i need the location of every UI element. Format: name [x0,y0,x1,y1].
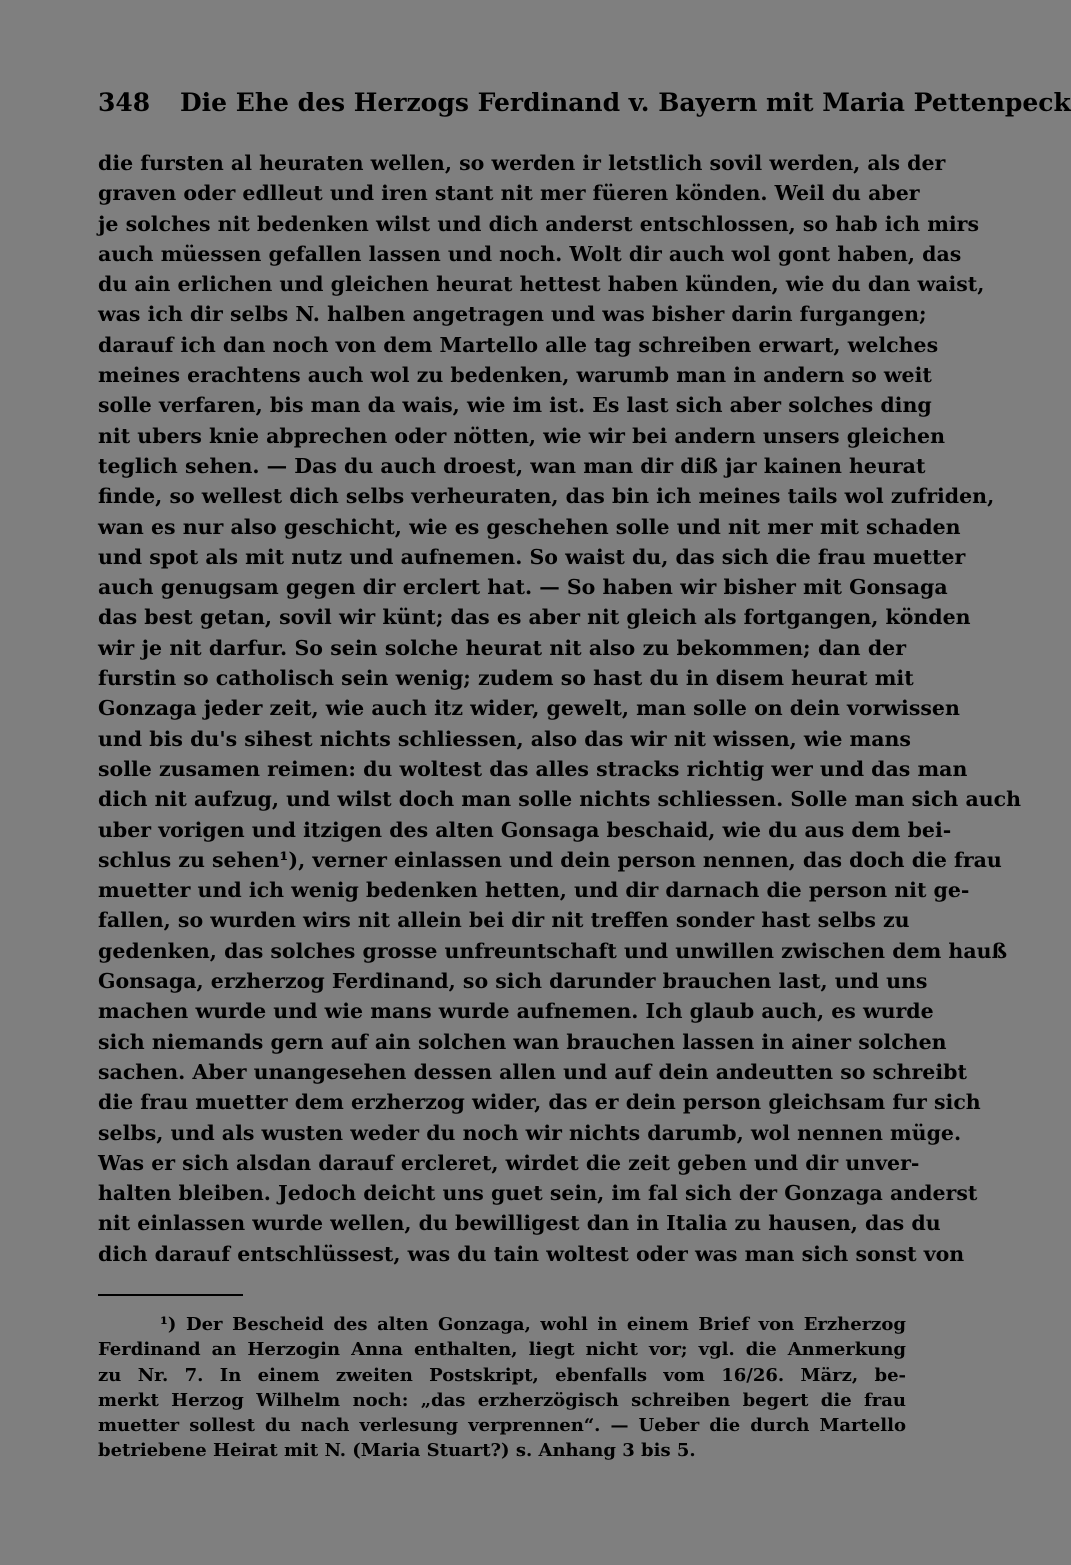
body-line: auch genugsam gegen dir erclert hat. — So haben wir bisher mit Gonsaga [98,575,948,600]
body-line: du ain erlichen und gleichen heurat hettest haben künden, wie du dan waist, [98,272,985,297]
body-line: Gonzaga jeder zeit, wie auch itz wider, gewelt, man solle on dein vorwissen [98,696,960,721]
body-line: graven oder edlleut und iren stant nit mer füeren könden. Weil du aber [98,181,920,206]
body-line: und bis du's sihest nichts schliessen, also das wir nit wissen, wie mans [98,726,911,751]
running-title: Die Ehe des Herzogs Ferdinand v. Bayern mit Maria Pettenpeck [180,88,1071,117]
body-line: teglich sehen. — Das du auch droest, wan man dir diß jar kainen heurat [98,453,926,478]
body-line: darauf ich dan noch von dem Martello alle tag schreiben erwart, welches [98,332,939,357]
body-line: schlus zu sehen¹), verner einlassen und dein person nennen, das doch die frau [98,847,1002,872]
footnote [98,1312,906,1472]
body-line: uber vorigen und itzigen des alten Gonsaga beschaid, wie du aus dem bei- [98,817,952,842]
body-line: solle verfaren, bis man da wais, wie im ist. Es last sich aber solches ding [98,393,932,418]
body-line: sachen. Aber unangesehen dessen allen und auf dein andeutten so schreibt [98,1059,967,1084]
body-line: Gonsaga, erzherzog Ferdinand, so sich darunder brauchen last, und uns [98,969,928,994]
body-line: selbs, und als wusten weder du noch wir nichts darumb, wol nennen müge. [98,1120,962,1145]
body-line: wan es nur also geschicht, wie es geschehen solle und nit mer mit schaden [98,514,961,539]
body-line: gedenken, das solches grosse unfreuntschaft und unwillen zwischen dem hauß [98,938,1008,963]
footnote-line: Ferdinand an Herzogin Anna enthalten, liegt nicht vor; vgl. die Anmerkung [98,1339,906,1361]
body-line: halten bleiben. Jedoch deicht uns guet sein, im fal sich der Gonzaga anderst [98,1181,978,1206]
page-header [98,88,1071,124]
body-line: machen wurde und wie mans wurde aufnemen. Ich glaub auch, es wurde [98,999,934,1024]
body-line: sich niemands gern auf ain solchen wan brauchen lassen in ainer solchen [98,1029,947,1054]
body-line: das best getan, sovil wir künt; das es aber nit gleich als fortgangen, könden [98,605,971,630]
footnote-line: ¹) Der Bescheid des alten Gonzaga, wohl in einem Brief von Erzherzog [160,1314,906,1335]
body-line: Was er sich alsdan darauf ercleret, wirdet die zeit geben und dir unver- [98,1150,920,1175]
footnote-line: betriebene Heirat mit N. (Maria Stuart?) s. Anhang 3 bis 5. [98,1440,696,1462]
body-line: je solches nit bedenken wilst und dich anderst entschlossen, so hab ich mirs [98,211,980,236]
footnote-separator [98,1294,243,1296]
body-line: was ich dir selbs N. halben angetragen und was bisher darin furgangen; [98,302,927,327]
body-line: die fursten al heuraten wellen, so werden ir letstlich sovil werden, als der [98,151,946,175]
body-text [98,148,1022,1274]
body-line: auch müessen gefallen lassen und noch. Wolt dir auch wol gont haben, das [98,241,962,266]
body-line: fallen, so wurden wirs nit allein bei dir nit treffen sonder hast selbs zu [98,908,910,933]
footnote-line: merkt Herzog Wilhelm noch: „das erzherzögisch schreiben begert die frau [98,1389,906,1411]
body-line: muetter und ich wenig bedenken hetten, und dir darnach die person nit ge- [98,878,970,903]
body-line: meines erachtens auch wol zu bedenken, warumb man in andern so weit [98,363,932,388]
footnote-line: muetter sollest du nach verlesung verprennen“. — Ueber die durch Martello [98,1415,906,1437]
body-line: finde, so wellest dich selbs verheuraten, das bin ich meines tails wol zufriden, [98,484,995,509]
body-line: wir je nit darfur. So sein solche heurat nit also zu bekommen; dan der [98,635,906,660]
body-line: nit ubers knie abprechen oder nötten, wie wir bei andern unsers gleichen [98,423,945,448]
body-line: und spot als mit nutz und aufnemen. So waist du, das sich die frau muetter [98,544,966,569]
body-line: nit einlassen wurde wellen, du bewilligest dan in Italia zu hausen, das du [98,1211,941,1236]
footnote-line: zu Nr. 7. In einem zweiten Postskript, ebenfalls vom 16/26. März, be- [98,1364,906,1386]
body-line: dich nit aufzug, und wilst doch man solle nichts schliessen. Solle man sich auch [98,787,1022,812]
body-line: dich darauf entschlüssest, was du tain woltest oder was man sich sonst von [98,1241,965,1266]
page-number: 348 [98,88,151,117]
body-line: solle zusamen reimen: du woltest das alles stracks richtig wer und das man [98,756,968,781]
body-line: die frau muetter dem erzherzog wider, das er dein person gleichsam fur sich [98,1090,981,1115]
body-line: furstin so catholisch sein wenig; zudem so hast du in disem heurat mit [98,666,914,691]
